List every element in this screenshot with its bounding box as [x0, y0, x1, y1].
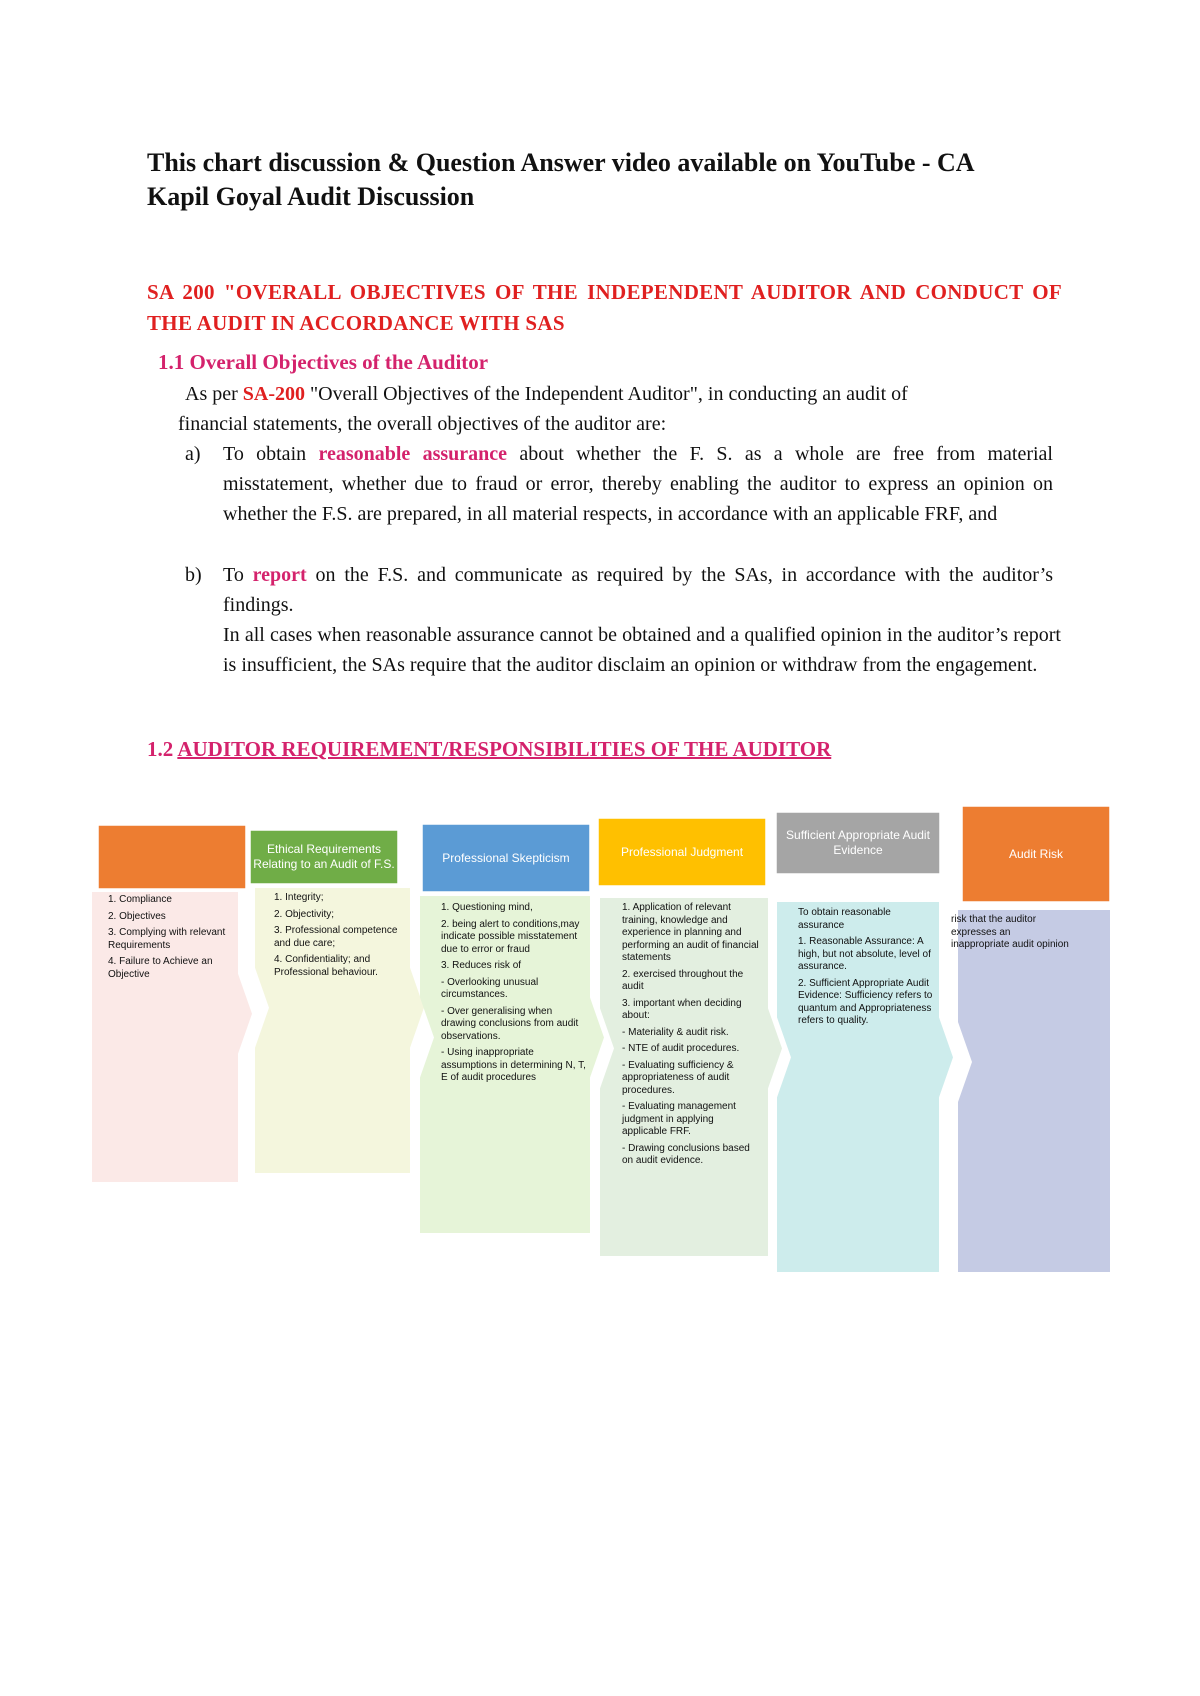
section-1-1-intro-cont: financial statements, the overall objectives of the auditor are:: [178, 413, 667, 435]
column-4-item: 1. Application of relevant training, knowledge and experience in planning and performing an audit of financial statements: [622, 902, 759, 963]
column-5-item: 1. Reasonable Assurance: A high, but not absolute, level of assurance.: [798, 936, 931, 972]
list-label-a: a): [185, 443, 201, 465]
intro-text-b: "Overall Objectives of the Independent Auditor", in conducting an audit of: [305, 383, 908, 405]
section-1-2-number: 1.2: [147, 737, 178, 761]
column-1-item: 2. Objectives: [108, 910, 166, 922]
column-6-item: risk that the auditor expresses an inappropriate audit opinion: [951, 914, 1069, 950]
column-3-item: - Overlooking unusual circumstances.: [441, 976, 539, 1000]
item-b-post: on the F.S. and communicate as required by the SAs, in accordance with the auditor’s findings.: [223, 564, 1054, 616]
reasonable-assurance-keyword: reasonable assurance: [318, 443, 508, 465]
column-3-item: 1. Questioning mind,: [441, 902, 533, 913]
column-6-header: Audit Risk: [1008, 846, 1064, 861]
column-1-item: 3. Complying with relevant Requirements: [108, 927, 226, 951]
column-5-body: [798, 907, 938, 1032]
column-6-body-shape: [958, 910, 1110, 1272]
intro-text-a: As per: [185, 383, 243, 405]
column-1-header: [98, 825, 246, 889]
intro-line-1: This chart discussion & Question Answer video available on YouTube - CA: [147, 148, 975, 177]
column-3-item: 3. Reduces risk of: [441, 960, 522, 971]
column-3-item: - Using inappropriate assumptions in determining N, T, E of audit procedures: [441, 1047, 586, 1083]
report-keyword: report: [252, 564, 307, 586]
column-4-item: - Drawing conclusions based on audit evidence.: [622, 1142, 750, 1166]
sa-200-title: SA 200 "OVERALL OBJECTIVES OF THE INDEPENDENT AUDITOR AND CONDUCT OF THE AUDIT IN ACCORDANCE WITH SAS: [147, 280, 1062, 335]
list-label-b: b): [185, 564, 202, 586]
column-5-item: To obtain reasonable assurance: [798, 907, 891, 931]
column-1-item: 1. Compliance: [108, 894, 172, 905]
item-a-post: about whether the F. S. as a whole are free from material misstatement, whether due to fraud or error, thereby enabling the auditor to express an opinion on whether the F.S. are prepared, in all material respects, in accordance with an applicable FRF, and: [223, 443, 1053, 525]
column-4-header: Professional Judgment: [620, 844, 744, 859]
column-3-body: [441, 902, 587, 1089]
column-1-item: 4. Failure to Achieve an Objective: [108, 956, 213, 980]
column-3-item: - Over generalising when drawing conclusions from audit observations.: [441, 1005, 579, 1042]
section-1-2-title: AUDITOR REQUIREMENT/RESPONSIBILITIES OF THE AUDITOR: [177, 737, 832, 761]
column-5-header: Sufficient Appropriate Audit Evidence: [786, 828, 930, 857]
column-2-item: 4. Confidentiality; and Professional behaviour.: [274, 954, 378, 978]
item-a-pre: To obtain: [223, 443, 319, 465]
column-4-body: [622, 902, 760, 1172]
closing-paragraph: In all cases when reasonable assurance cannot be obtained and a qualified opinion in the auditor’s report is insufficient, the SAs require that the auditor disclaim an opinion or withdraw from the engagement.: [223, 624, 1061, 676]
column-3-header: Professional Skepticism: [442, 850, 570, 865]
item-b-pre: To: [223, 564, 253, 586]
column-4-item: - Evaluating sufficiency & appropriateness of audit procedures.: [622, 1059, 734, 1096]
column-4-item: - Materiality & audit risk.: [622, 1026, 729, 1038]
column-2-item: 2. Objectivity;: [274, 908, 335, 920]
column-2-header: Ethical Requirements Relating to an Audit of F.S.: [253, 842, 395, 871]
column-6-body: [951, 914, 1071, 956]
column-2-item: 1. Integrity;: [274, 892, 324, 903]
column-5-item: 2. Sufficient Appropriate Audit Evidence: Sufficiency refers to quantum and Appropriateness refers to quality.: [798, 977, 933, 1026]
sa-200-keyword: SA-200: [242, 383, 305, 405]
column-4-item: 2. exercised throughout the audit: [622, 968, 744, 992]
column-3-item: 2. being alert to conditions,may indicate possible misstatement due to error or fraud: [441, 918, 580, 955]
column-4-item: 3. important when deciding about:: [622, 997, 742, 1021]
column-1-body: [108, 894, 234, 985]
column-2-body: [274, 892, 402, 983]
section-1-1-heading: 1.1 Overall Objectives of the Auditor: [158, 350, 489, 374]
column-2-item: 3. Professional competence and due care;: [274, 925, 398, 949]
intro-line-2: Kapil Goyal Audit Discussion: [147, 182, 475, 211]
column-4-item: - NTE of audit procedures.: [622, 1043, 740, 1054]
column-4-item: - Evaluating management judgment in applying applicable FRF.: [622, 1101, 736, 1137]
